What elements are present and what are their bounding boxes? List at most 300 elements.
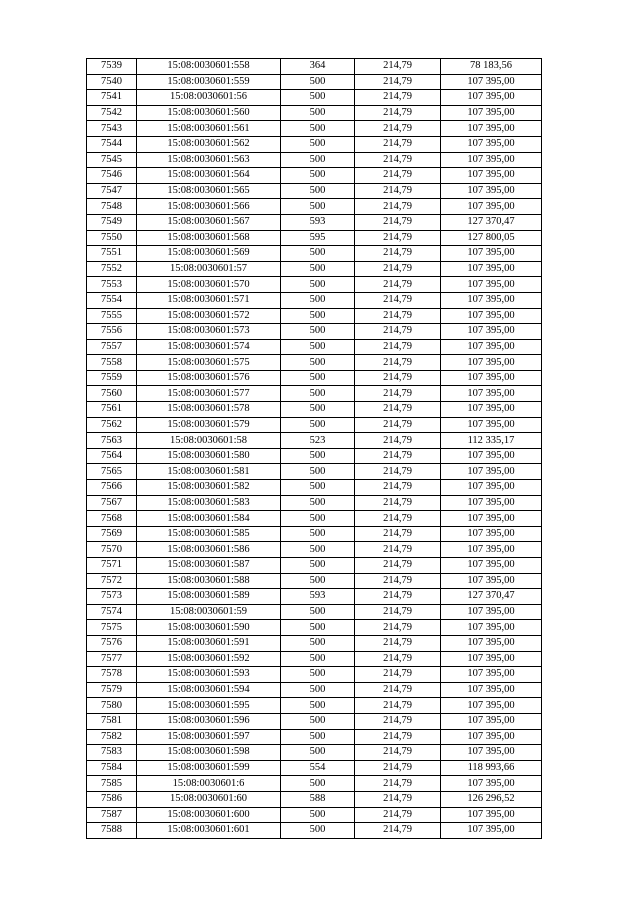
rate-cell: 214,79 xyxy=(355,168,441,184)
area-cell: 500 xyxy=(281,526,355,542)
row-number-cell: 7575 xyxy=(87,620,137,636)
rate-cell: 214,79 xyxy=(355,589,441,605)
rate-cell: 214,79 xyxy=(355,370,441,386)
table-row xyxy=(87,417,542,433)
rate-cell: 214,79 xyxy=(355,791,441,807)
table-row xyxy=(87,823,542,839)
cadastral-number-cell: 15:08:0030601:56 xyxy=(137,90,281,106)
area-cell: 500 xyxy=(281,729,355,745)
cadastral-number-cell: 15:08:0030601:576 xyxy=(137,370,281,386)
cadastral-number-cell: 15:08:0030601:580 xyxy=(137,448,281,464)
area-cell: 500 xyxy=(281,261,355,277)
cadastral-number-cell: 15:08:0030601:577 xyxy=(137,386,281,402)
area-cell: 588 xyxy=(281,791,355,807)
row-number-cell: 7569 xyxy=(87,526,137,542)
area-cell: 500 xyxy=(281,620,355,636)
value-cell: 107 395,00 xyxy=(441,729,542,745)
cadastral-number-cell: 15:08:0030601:599 xyxy=(137,760,281,776)
row-number-cell: 7565 xyxy=(87,464,137,480)
value-cell: 127 370,47 xyxy=(441,589,542,605)
value-cell: 107 395,00 xyxy=(441,339,542,355)
area-cell: 500 xyxy=(281,121,355,137)
area-cell: 500 xyxy=(281,246,355,262)
cadastral-number-cell: 15:08:0030601:6 xyxy=(137,776,281,792)
table-row xyxy=(87,667,542,683)
cadastral-number-cell: 15:08:0030601:58 xyxy=(137,433,281,449)
rate-cell: 214,79 xyxy=(355,604,441,620)
rate-cell: 214,79 xyxy=(355,339,441,355)
rate-cell: 214,79 xyxy=(355,526,441,542)
value-cell: 112 335,17 xyxy=(441,433,542,449)
row-number-cell: 7550 xyxy=(87,230,137,246)
row-number-cell: 7581 xyxy=(87,713,137,729)
cadastral-number-cell: 15:08:0030601:588 xyxy=(137,573,281,589)
rate-cell: 214,79 xyxy=(355,495,441,511)
value-cell: 107 395,00 xyxy=(441,558,542,574)
value-cell: 107 395,00 xyxy=(441,90,542,106)
area-cell: 500 xyxy=(281,292,355,308)
row-number-cell: 7576 xyxy=(87,635,137,651)
row-number-cell: 7577 xyxy=(87,651,137,667)
table-body xyxy=(87,59,542,839)
cadastral-number-cell: 15:08:0030601:573 xyxy=(137,324,281,340)
value-cell: 107 395,00 xyxy=(441,464,542,480)
table-row xyxy=(87,74,542,90)
value-cell: 107 395,00 xyxy=(441,402,542,418)
value-cell: 107 395,00 xyxy=(441,526,542,542)
table-row xyxy=(87,433,542,449)
cadastral-number-cell: 15:08:0030601:568 xyxy=(137,230,281,246)
rate-cell: 214,79 xyxy=(355,152,441,168)
row-number-cell: 7545 xyxy=(87,152,137,168)
cadastral-number-cell: 15:08:0030601:591 xyxy=(137,635,281,651)
area-cell: 500 xyxy=(281,713,355,729)
value-cell: 107 395,00 xyxy=(441,807,542,823)
cadastral-number-cell: 15:08:0030601:561 xyxy=(137,121,281,137)
value-cell: 107 395,00 xyxy=(441,136,542,152)
row-number-cell: 7566 xyxy=(87,480,137,496)
table-row xyxy=(87,136,542,152)
table-row xyxy=(87,589,542,605)
value-cell: 107 395,00 xyxy=(441,152,542,168)
table-row xyxy=(87,386,542,402)
table-row xyxy=(87,183,542,199)
cadastral-number-cell: 15:08:0030601:57 xyxy=(137,261,281,277)
cadastral-number-cell: 15:08:0030601:593 xyxy=(137,667,281,683)
area-cell: 500 xyxy=(281,168,355,184)
table-row xyxy=(87,713,542,729)
cadastral-number-cell: 15:08:0030601:585 xyxy=(137,526,281,542)
row-number-cell: 7549 xyxy=(87,214,137,230)
table-row xyxy=(87,791,542,807)
row-number-cell: 7540 xyxy=(87,74,137,90)
value-cell: 107 395,00 xyxy=(441,308,542,324)
row-number-cell: 7547 xyxy=(87,183,137,199)
value-cell: 107 395,00 xyxy=(441,183,542,199)
area-cell: 500 xyxy=(281,402,355,418)
area-cell: 523 xyxy=(281,433,355,449)
rate-cell: 214,79 xyxy=(355,214,441,230)
row-number-cell: 7580 xyxy=(87,698,137,714)
table-row xyxy=(87,355,542,371)
row-number-cell: 7588 xyxy=(87,823,137,839)
area-cell: 500 xyxy=(281,370,355,386)
rate-cell: 214,79 xyxy=(355,698,441,714)
value-cell: 107 395,00 xyxy=(441,168,542,184)
area-cell: 500 xyxy=(281,823,355,839)
table-row xyxy=(87,698,542,714)
row-number-cell: 7553 xyxy=(87,277,137,293)
table-row xyxy=(87,246,542,262)
row-number-cell: 7567 xyxy=(87,495,137,511)
table-row xyxy=(87,464,542,480)
area-cell: 500 xyxy=(281,105,355,121)
row-number-cell: 7582 xyxy=(87,729,137,745)
area-cell: 500 xyxy=(281,183,355,199)
area-cell: 500 xyxy=(281,417,355,433)
rate-cell: 214,79 xyxy=(355,324,441,340)
table-row xyxy=(87,745,542,761)
cadastral-number-cell: 15:08:0030601:583 xyxy=(137,495,281,511)
table-row xyxy=(87,558,542,574)
value-cell: 107 395,00 xyxy=(441,199,542,215)
cadastral-number-cell: 15:08:0030601:596 xyxy=(137,713,281,729)
cadastral-number-cell: 15:08:0030601:575 xyxy=(137,355,281,371)
rate-cell: 214,79 xyxy=(355,277,441,293)
rate-cell: 214,79 xyxy=(355,464,441,480)
area-cell: 500 xyxy=(281,74,355,90)
rate-cell: 214,79 xyxy=(355,59,441,75)
row-number-cell: 7585 xyxy=(87,776,137,792)
area-cell: 500 xyxy=(281,776,355,792)
cadastral-number-cell: 15:08:0030601:584 xyxy=(137,511,281,527)
rate-cell: 214,79 xyxy=(355,776,441,792)
row-number-cell: 7571 xyxy=(87,558,137,574)
table-row xyxy=(87,199,542,215)
value-cell: 107 395,00 xyxy=(441,105,542,121)
table-row xyxy=(87,230,542,246)
cadastral-number-cell: 15:08:0030601:581 xyxy=(137,464,281,480)
row-number-cell: 7558 xyxy=(87,355,137,371)
table-row xyxy=(87,729,542,745)
area-cell: 500 xyxy=(281,136,355,152)
cadastral-number-cell: 15:08:0030601:578 xyxy=(137,402,281,418)
value-cell: 107 395,00 xyxy=(441,277,542,293)
rate-cell: 214,79 xyxy=(355,558,441,574)
row-number-cell: 7559 xyxy=(87,370,137,386)
table-row xyxy=(87,776,542,792)
value-cell: 107 395,00 xyxy=(441,776,542,792)
area-cell: 500 xyxy=(281,308,355,324)
cadastral-number-cell: 15:08:0030601:579 xyxy=(137,417,281,433)
row-number-cell: 7568 xyxy=(87,511,137,527)
row-number-cell: 7546 xyxy=(87,168,137,184)
area-cell: 500 xyxy=(281,635,355,651)
table-row xyxy=(87,760,542,776)
row-number-cell: 7579 xyxy=(87,682,137,698)
row-number-cell: 7584 xyxy=(87,760,137,776)
value-cell: 107 395,00 xyxy=(441,370,542,386)
rate-cell: 214,79 xyxy=(355,355,441,371)
area-cell: 500 xyxy=(281,667,355,683)
rate-cell: 214,79 xyxy=(355,292,441,308)
area-cell: 500 xyxy=(281,386,355,402)
table-row xyxy=(87,121,542,137)
row-number-cell: 7562 xyxy=(87,417,137,433)
cadastral-number-cell: 15:08:0030601:567 xyxy=(137,214,281,230)
area-cell: 364 xyxy=(281,59,355,75)
table-row xyxy=(87,511,542,527)
cadastral-number-cell: 15:08:0030601:562 xyxy=(137,136,281,152)
cadastral-number-cell: 15:08:0030601:586 xyxy=(137,542,281,558)
value-cell: 107 395,00 xyxy=(441,417,542,433)
row-number-cell: 7573 xyxy=(87,589,137,605)
table-row xyxy=(87,168,542,184)
rate-cell: 214,79 xyxy=(355,402,441,418)
area-cell: 500 xyxy=(281,511,355,527)
value-cell: 107 395,00 xyxy=(441,74,542,90)
area-cell: 500 xyxy=(281,90,355,106)
row-number-cell: 7586 xyxy=(87,791,137,807)
area-cell: 500 xyxy=(281,573,355,589)
value-cell: 107 395,00 xyxy=(441,698,542,714)
value-cell: 107 395,00 xyxy=(441,651,542,667)
row-number-cell: 7572 xyxy=(87,573,137,589)
cadastral-number-cell: 15:08:0030601:569 xyxy=(137,246,281,262)
row-number-cell: 7542 xyxy=(87,105,137,121)
cadastral-number-cell: 15:08:0030601:601 xyxy=(137,823,281,839)
table-row xyxy=(87,214,542,230)
cadastral-number-cell: 15:08:0030601:598 xyxy=(137,745,281,761)
row-number-cell: 7543 xyxy=(87,121,137,137)
rate-cell: 214,79 xyxy=(355,417,441,433)
value-cell: 107 395,00 xyxy=(441,324,542,340)
rate-cell: 214,79 xyxy=(355,136,441,152)
table-row xyxy=(87,324,542,340)
row-number-cell: 7587 xyxy=(87,807,137,823)
rate-cell: 214,79 xyxy=(355,386,441,402)
table-row xyxy=(87,90,542,106)
area-cell: 500 xyxy=(281,339,355,355)
value-cell: 107 395,00 xyxy=(441,261,542,277)
area-cell: 500 xyxy=(281,324,355,340)
row-number-cell: 7551 xyxy=(87,246,137,262)
rate-cell: 214,79 xyxy=(355,745,441,761)
table-row xyxy=(87,370,542,386)
table-row xyxy=(87,480,542,496)
row-number-cell: 7570 xyxy=(87,542,137,558)
value-cell: 107 395,00 xyxy=(441,682,542,698)
value-cell: 107 395,00 xyxy=(441,573,542,589)
value-cell: 107 395,00 xyxy=(441,121,542,137)
rate-cell: 214,79 xyxy=(355,682,441,698)
value-cell: 127 370,47 xyxy=(441,214,542,230)
value-cell: 107 395,00 xyxy=(441,292,542,308)
value-cell: 107 395,00 xyxy=(441,386,542,402)
cadastral-number-cell: 15:08:0030601:592 xyxy=(137,651,281,667)
value-cell: 78 183,56 xyxy=(441,59,542,75)
rate-cell: 214,79 xyxy=(355,807,441,823)
table-row xyxy=(87,292,542,308)
table-row xyxy=(87,277,542,293)
rate-cell: 214,79 xyxy=(355,635,441,651)
data-table xyxy=(86,58,542,839)
rate-cell: 214,79 xyxy=(355,105,441,121)
value-cell: 107 395,00 xyxy=(441,480,542,496)
rate-cell: 214,79 xyxy=(355,308,441,324)
area-cell: 500 xyxy=(281,448,355,464)
cadastral-number-cell: 15:08:0030601:589 xyxy=(137,589,281,605)
rate-cell: 214,79 xyxy=(355,261,441,277)
value-cell: 107 395,00 xyxy=(441,667,542,683)
rate-cell: 214,79 xyxy=(355,448,441,464)
cadastral-number-cell: 15:08:0030601:60 xyxy=(137,791,281,807)
rate-cell: 214,79 xyxy=(355,480,441,496)
cadastral-number-cell: 15:08:0030601:590 xyxy=(137,620,281,636)
row-number-cell: 7555 xyxy=(87,308,137,324)
rate-cell: 214,79 xyxy=(355,729,441,745)
value-cell: 107 395,00 xyxy=(441,635,542,651)
rate-cell: 214,79 xyxy=(355,620,441,636)
row-number-cell: 7578 xyxy=(87,667,137,683)
area-cell: 500 xyxy=(281,152,355,168)
cadastral-number-cell: 15:08:0030601:566 xyxy=(137,199,281,215)
cadastral-number-cell: 15:08:0030601:59 xyxy=(137,604,281,620)
value-cell: 107 395,00 xyxy=(441,495,542,511)
value-cell: 107 395,00 xyxy=(441,620,542,636)
value-cell: 107 395,00 xyxy=(441,542,542,558)
cadastral-number-cell: 15:08:0030601:571 xyxy=(137,292,281,308)
table-row xyxy=(87,495,542,511)
area-cell: 500 xyxy=(281,745,355,761)
area-cell: 500 xyxy=(281,199,355,215)
cadastral-number-cell: 15:08:0030601:558 xyxy=(137,59,281,75)
row-number-cell: 7563 xyxy=(87,433,137,449)
cadastral-number-cell: 15:08:0030601:594 xyxy=(137,682,281,698)
value-cell: 126 296,52 xyxy=(441,791,542,807)
rate-cell: 214,79 xyxy=(355,74,441,90)
value-cell: 107 395,00 xyxy=(441,713,542,729)
table-row xyxy=(87,604,542,620)
table-row xyxy=(87,542,542,558)
area-cell: 595 xyxy=(281,230,355,246)
value-cell: 118 993,66 xyxy=(441,760,542,776)
area-cell: 554 xyxy=(281,760,355,776)
rate-cell: 214,79 xyxy=(355,823,441,839)
area-cell: 500 xyxy=(281,698,355,714)
row-number-cell: 7554 xyxy=(87,292,137,308)
value-cell: 107 395,00 xyxy=(441,823,542,839)
table-row xyxy=(87,573,542,589)
cadastral-number-cell: 15:08:0030601:570 xyxy=(137,277,281,293)
area-cell: 500 xyxy=(281,495,355,511)
table-row xyxy=(87,402,542,418)
row-number-cell: 7544 xyxy=(87,136,137,152)
area-cell: 500 xyxy=(281,604,355,620)
cadastral-number-cell: 15:08:0030601:587 xyxy=(137,558,281,574)
value-cell: 107 395,00 xyxy=(441,511,542,527)
table-row xyxy=(87,526,542,542)
area-cell: 500 xyxy=(281,542,355,558)
table-row xyxy=(87,682,542,698)
cadastral-number-cell: 15:08:0030601:559 xyxy=(137,74,281,90)
rate-cell: 214,79 xyxy=(355,511,441,527)
table-row xyxy=(87,635,542,651)
table-row xyxy=(87,651,542,667)
table-row xyxy=(87,448,542,464)
row-number-cell: 7556 xyxy=(87,324,137,340)
table-row xyxy=(87,339,542,355)
cadastral-number-cell: 15:08:0030601:595 xyxy=(137,698,281,714)
value-cell: 107 395,00 xyxy=(441,745,542,761)
rate-cell: 214,79 xyxy=(355,651,441,667)
rate-cell: 214,79 xyxy=(355,90,441,106)
table-row xyxy=(87,105,542,121)
rate-cell: 214,79 xyxy=(355,230,441,246)
table-row xyxy=(87,308,542,324)
rate-cell: 214,79 xyxy=(355,573,441,589)
area-cell: 500 xyxy=(281,277,355,293)
row-number-cell: 7557 xyxy=(87,339,137,355)
row-number-cell: 7539 xyxy=(87,59,137,75)
cadastral-number-cell: 15:08:0030601:597 xyxy=(137,729,281,745)
rate-cell: 214,79 xyxy=(355,667,441,683)
area-cell: 500 xyxy=(281,480,355,496)
rate-cell: 214,79 xyxy=(355,183,441,199)
row-number-cell: 7560 xyxy=(87,386,137,402)
rate-cell: 214,79 xyxy=(355,760,441,776)
area-cell: 500 xyxy=(281,651,355,667)
rate-cell: 214,79 xyxy=(355,246,441,262)
area-cell: 500 xyxy=(281,807,355,823)
value-cell: 107 395,00 xyxy=(441,355,542,371)
cadastral-number-cell: 15:08:0030601:600 xyxy=(137,807,281,823)
rate-cell: 214,79 xyxy=(355,199,441,215)
rate-cell: 214,79 xyxy=(355,542,441,558)
table-row xyxy=(87,620,542,636)
value-cell: 107 395,00 xyxy=(441,448,542,464)
row-number-cell: 7541 xyxy=(87,90,137,106)
area-cell: 500 xyxy=(281,464,355,480)
rate-cell: 214,79 xyxy=(355,121,441,137)
cadastral-number-cell: 15:08:0030601:565 xyxy=(137,183,281,199)
area-cell: 500 xyxy=(281,682,355,698)
row-number-cell: 7583 xyxy=(87,745,137,761)
row-number-cell: 7548 xyxy=(87,199,137,215)
area-cell: 500 xyxy=(281,558,355,574)
row-number-cell: 7574 xyxy=(87,604,137,620)
value-cell: 127 800,05 xyxy=(441,230,542,246)
cadastral-number-cell: 15:08:0030601:582 xyxy=(137,480,281,496)
row-number-cell: 7561 xyxy=(87,402,137,418)
cadastral-number-cell: 15:08:0030601:563 xyxy=(137,152,281,168)
cadastral-number-cell: 15:08:0030601:564 xyxy=(137,168,281,184)
cadastral-number-cell: 15:08:0030601:560 xyxy=(137,105,281,121)
table-row xyxy=(87,807,542,823)
value-cell: 107 395,00 xyxy=(441,246,542,262)
area-cell: 593 xyxy=(281,589,355,605)
cadastral-number-cell: 15:08:0030601:572 xyxy=(137,308,281,324)
value-cell: 107 395,00 xyxy=(441,604,542,620)
table-row xyxy=(87,152,542,168)
area-cell: 593 xyxy=(281,214,355,230)
table-row xyxy=(87,261,542,277)
rate-cell: 214,79 xyxy=(355,713,441,729)
area-cell: 500 xyxy=(281,355,355,371)
row-number-cell: 7564 xyxy=(87,448,137,464)
row-number-cell: 7552 xyxy=(87,261,137,277)
cadastral-number-cell: 15:08:0030601:574 xyxy=(137,339,281,355)
